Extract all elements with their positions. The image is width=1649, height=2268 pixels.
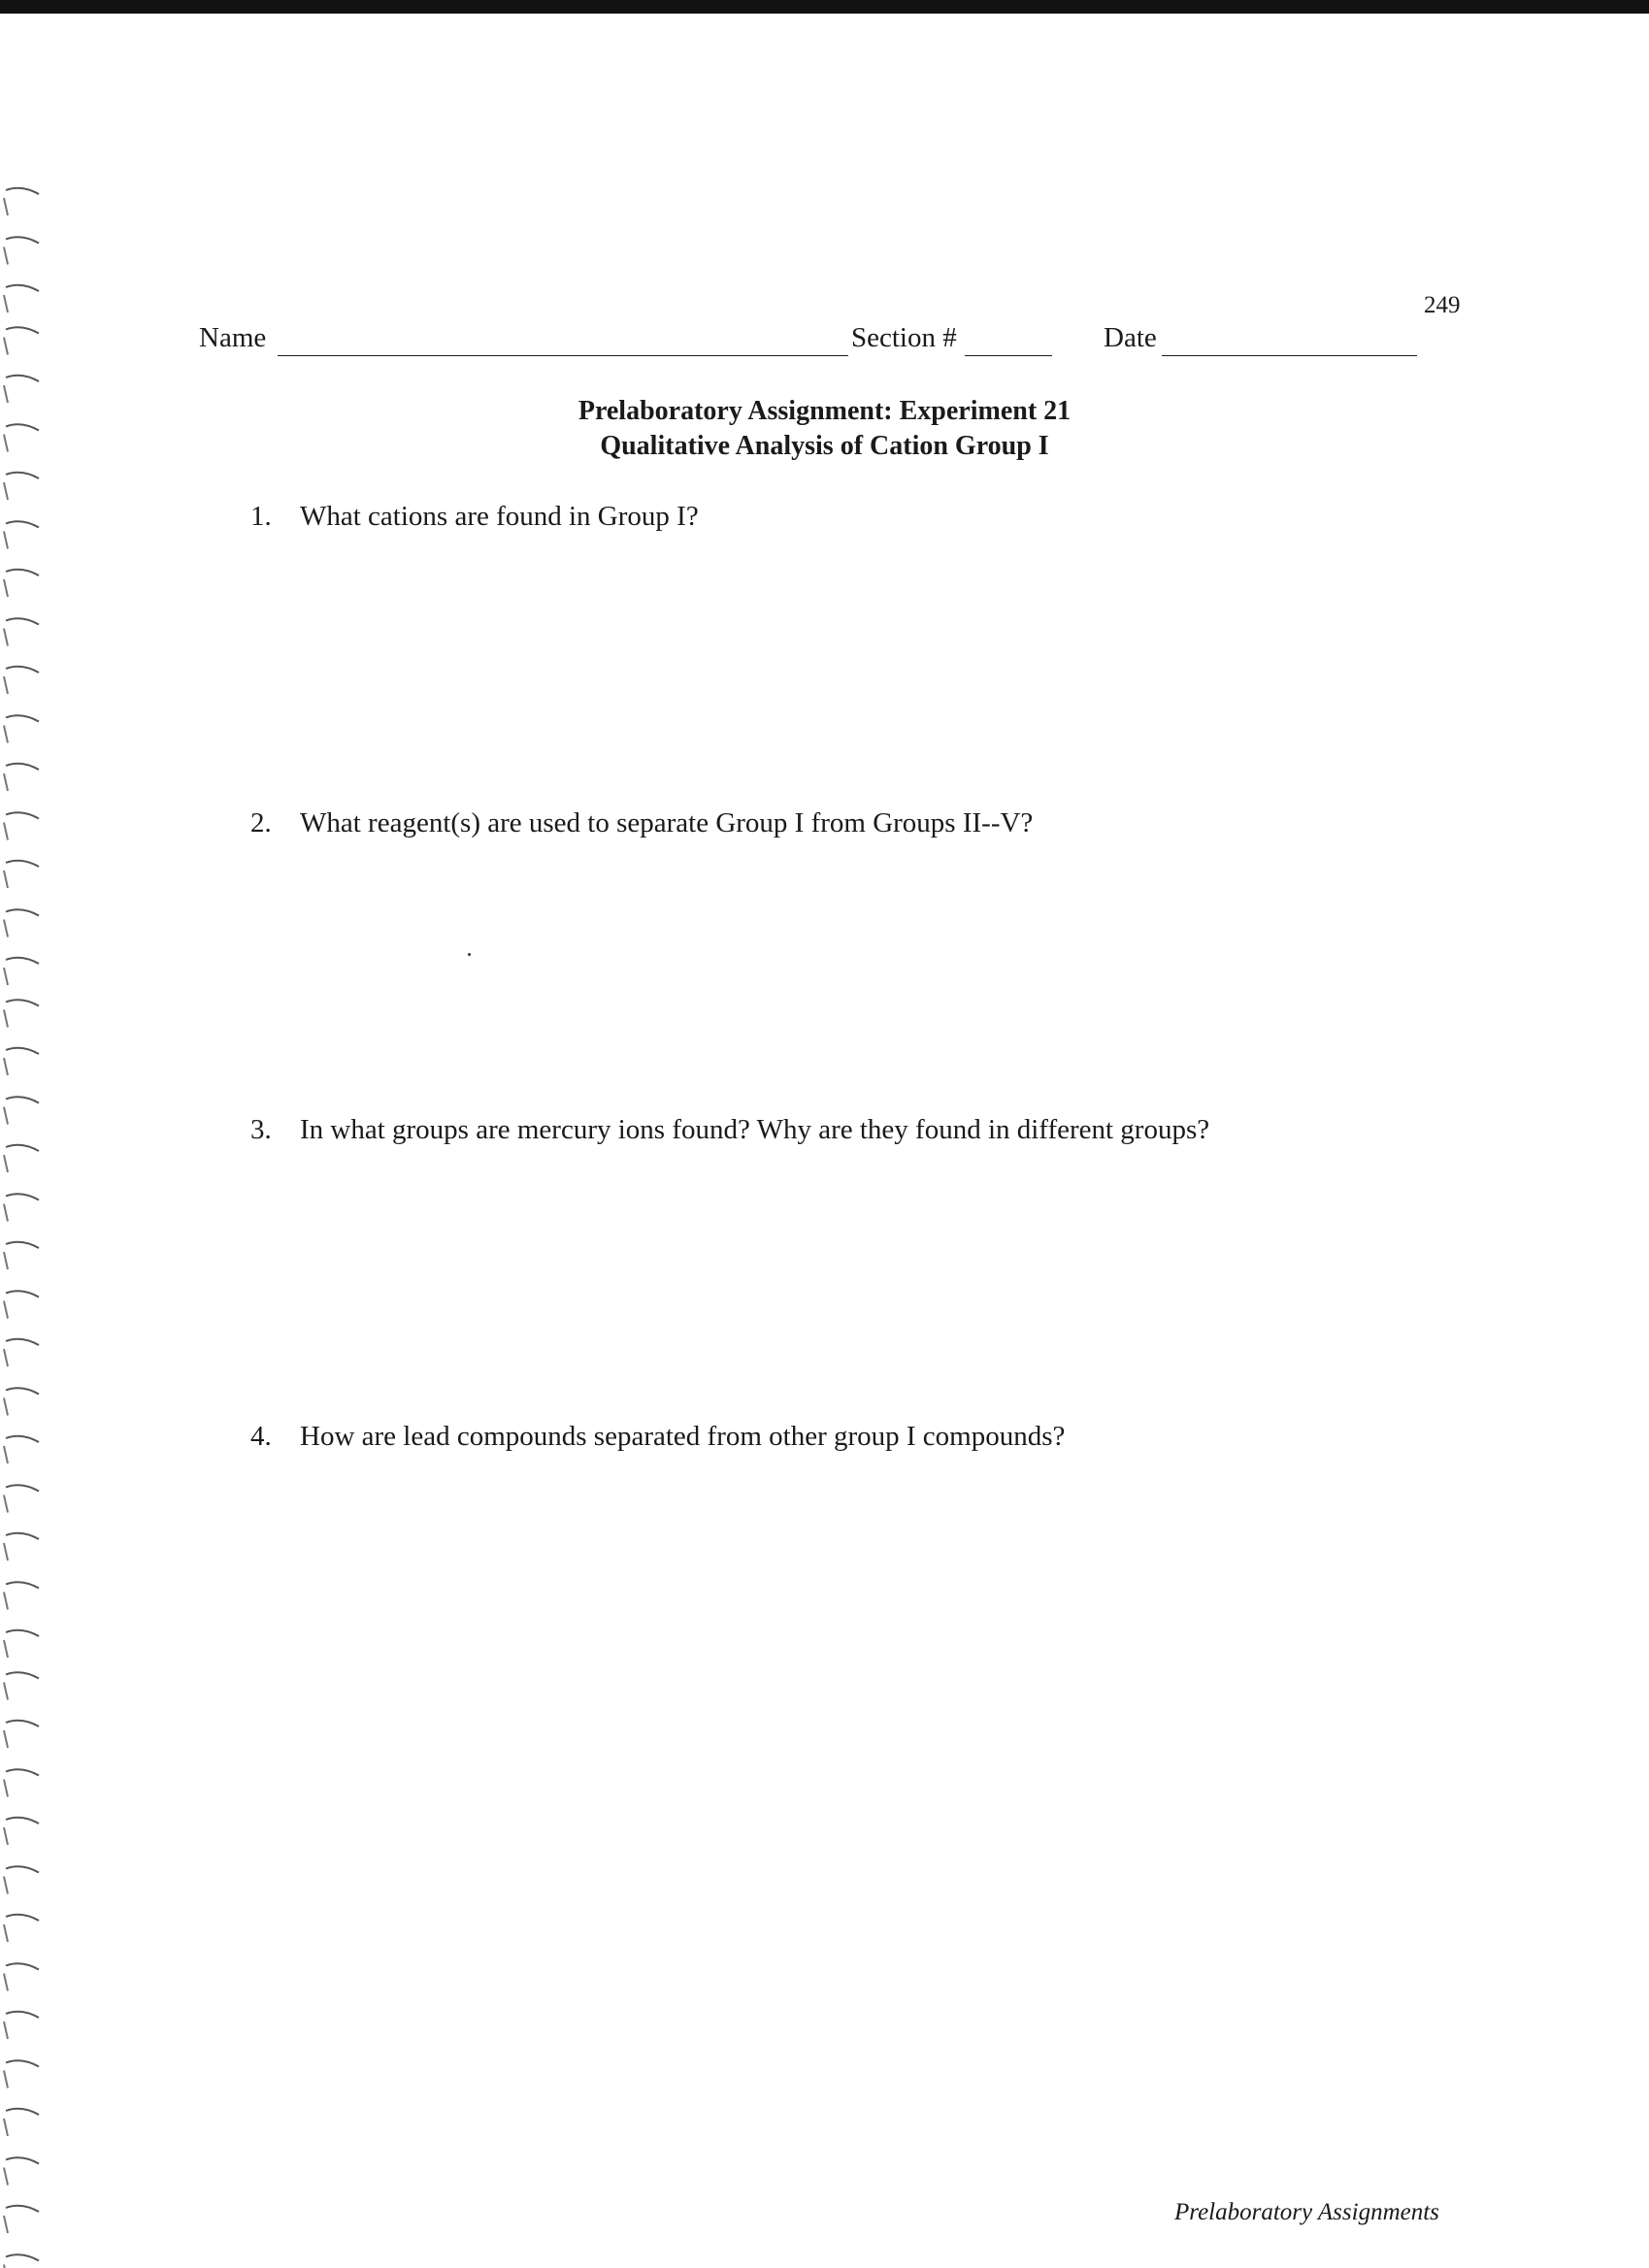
binding-edge-mark [4, 2168, 8, 2186]
binding-hole-mark [6, 1915, 39, 1921]
binding-edge-mark [4, 1543, 8, 1561]
name-label: Name [199, 322, 267, 353]
binding-edge-mark [4, 1877, 8, 1894]
binding-hole-mark [6, 715, 39, 721]
binding-hole-mark [6, 1582, 39, 1588]
question-3 [250, 1114, 1209, 1146]
question-number: 4. [250, 1421, 272, 1452]
binding-hole-mark [6, 521, 39, 527]
date-blank[interactable] [1162, 355, 1417, 356]
assignment-title: Prelaboratory Assignment: Experiment 21 [577, 396, 1072, 426]
binding-hole-mark [6, 1672, 39, 1678]
binding-hole-mark [6, 909, 39, 915]
binding-hole-mark [6, 2109, 39, 2115]
binding-edge-mark [4, 1730, 8, 1748]
binding-edge-mark [4, 1924, 8, 1942]
binding-edge-mark [4, 1010, 8, 1028]
binding-hole-mark [6, 327, 39, 333]
binding-hole-mark [6, 1769, 39, 1775]
binding-edge-mark [4, 1398, 8, 1416]
binding-hole-mark [6, 473, 39, 478]
binding-edge-mark [4, 1252, 8, 1269]
binding-hole-mark [6, 1242, 39, 1248]
question-text: What cations are found in Group I? [300, 501, 699, 532]
binding-edge-mark [4, 1974, 8, 1991]
binding-hole-mark [6, 667, 39, 673]
section-label: Section # [851, 322, 957, 353]
binding-hole-mark [6, 1388, 39, 1394]
binding-edge-mark [4, 1058, 8, 1075]
binding-edge-mark [4, 2119, 8, 2136]
binding-edge-mark [4, 773, 8, 791]
binding-edge-mark [4, 1107, 8, 1125]
binding-hole-mark [6, 1630, 39, 1636]
binding-edge-mark [4, 1349, 8, 1366]
binding-hole-mark [6, 2012, 39, 2018]
binding-edge-mark [4, 579, 8, 597]
binding-hole-mark [6, 2206, 39, 2212]
binding-hole-mark [6, 570, 39, 575]
binding-edge-mark [4, 1496, 8, 1513]
binding-edge-mark [4, 920, 8, 937]
binding-hole-mark [6, 2060, 39, 2066]
binding-hole-mark [6, 2254, 39, 2260]
binding-hole-mark [6, 1291, 39, 1297]
binding-hole-mark [6, 1533, 39, 1539]
question-1 [250, 501, 699, 533]
binding-hole-mark [6, 1048, 39, 1054]
binding-hole-mark [6, 1866, 39, 1872]
page-number: 249 [1424, 292, 1461, 318]
binding-hole-mark [6, 2157, 39, 2163]
binding-hole-mark [6, 188, 39, 194]
binding-hole-mark [6, 237, 39, 243]
binding-edge-mark [4, 247, 8, 265]
question-4 [250, 1421, 1065, 1453]
binding-hole-mark [6, 376, 39, 381]
binding-edge-mark [4, 823, 8, 840]
binding-edge-mark [4, 629, 8, 646]
binding-edge-mark [4, 676, 8, 694]
binding-hole-mark [6, 812, 39, 818]
binding-hole-mark [6, 1436, 39, 1442]
binding-hole-mark [6, 1339, 39, 1345]
binding-hole-mark [6, 1721, 39, 1726]
binding-edge-mark [4, 198, 8, 215]
binding-edge-mark [4, 1301, 8, 1319]
binding-hole-mark [6, 764, 39, 770]
question-number: 3. [250, 1114, 272, 1145]
binding-edge-mark [4, 1155, 8, 1172]
binding-edge-mark [4, 1640, 8, 1658]
assignment-subtitle: Qualitative Analysis of Cation Group I [600, 431, 1049, 461]
binding-edge-mark [4, 1204, 8, 1222]
binding-edge-mark [4, 726, 8, 743]
binding-hole-mark [6, 958, 39, 964]
question-number: 1. [250, 501, 272, 532]
binding-hole-mark [6, 618, 39, 624]
binding-edge-mark [4, 1827, 8, 1845]
student-info-header [199, 322, 1417, 365]
date-label: Date [1104, 322, 1157, 353]
question-2 [250, 807, 1033, 839]
binding-edge-mark [4, 338, 8, 355]
name-blank[interactable] [278, 355, 848, 356]
binding-hole-mark [6, 1145, 39, 1151]
spiral-binding-holes [0, 14, 78, 2268]
binding-edge-mark [4, 532, 8, 549]
binding-hole-mark [6, 861, 39, 867]
question-number: 2. [250, 807, 272, 838]
binding-hole-mark [6, 1963, 39, 1969]
question-text: What reagent(s) are used to separate Group I from Groups II--V? [300, 807, 1034, 838]
binding-edge-mark [4, 2071, 8, 2088]
stray-mark [468, 953, 471, 956]
binding-edge-mark [4, 482, 8, 500]
binding-edge-mark [4, 1683, 8, 1700]
scan-top-edge [0, 0, 1649, 14]
binding-hole-mark [6, 1194, 39, 1200]
binding-hole-mark [6, 1000, 39, 1005]
binding-edge-mark [4, 871, 8, 888]
binding-edge-mark [4, 2216, 8, 2233]
binding-hole-mark [6, 1097, 39, 1102]
question-text: How are lead compounds separated from other group I compounds? [300, 1421, 1066, 1452]
binding-edge-mark [4, 968, 8, 985]
binding-hole-mark [6, 1485, 39, 1491]
binding-hole-mark [6, 1818, 39, 1824]
binding-edge-mark [4, 1780, 8, 1797]
binding-hole-mark [6, 285, 39, 291]
binding-edge-mark [4, 2021, 8, 2039]
page-footer: Prelaboratory Assignments [1174, 2199, 1439, 2225]
binding-edge-mark [4, 1446, 8, 1463]
section-blank[interactable] [965, 355, 1052, 356]
binding-edge-mark [4, 1593, 8, 1610]
binding-edge-mark [4, 2265, 8, 2268]
binding-edge-mark [4, 295, 8, 312]
question-text: In what groups are mercury ions found? Why are they found in different groups? [300, 1114, 1210, 1145]
